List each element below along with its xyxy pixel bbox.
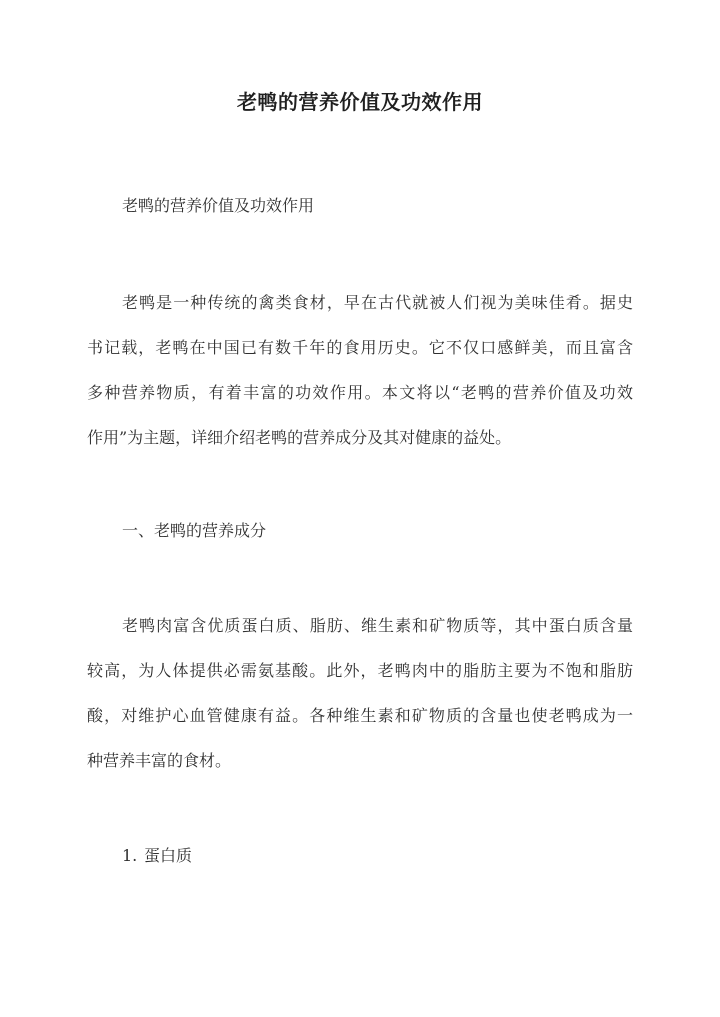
intro-line-4: 作用”为主题，详细介绍老鸭的营养成分及其对健康的益处。: [87, 428, 512, 447]
section-line-2: 较高，为人体提供必需氨基酸。此外，老鸭肉中的脂肪主要为不饱和脂肪: [87, 661, 633, 680]
section-heading: 一、老鸭的营养成分: [122, 521, 267, 540]
document-title: 老鸭的营养价值及功效作用: [237, 90, 483, 114]
intro-line-2: 书记载，老鸭在中国已有数千年的食用历史。它不仅口感鲜美，而且富含: [87, 338, 633, 357]
section-line-1: 老鸭肉富含优质蛋白质、脂肪、维生素和矿物质等，其中蛋白质含量: [122, 616, 633, 635]
subsection-heading: [122, 846, 668, 866]
subsection-number: 1.: [122, 846, 138, 865]
section-line-4: 种营养丰富的食材。: [87, 751, 232, 770]
section-line-3: 酸，对维护心血管健康有益。各种维生素和矿物质的含量也使老鸭成为一: [87, 706, 633, 725]
intro-line-3: 多种营养物质，有着丰富的功效作用。本文将以“老鸭的营养价值及功效: [87, 383, 633, 402]
document-subtitle: 老鸭的营养价值及功效作用: [122, 196, 315, 215]
intro-line-1: 老鸭是一种传统的禽类食材，早在古代就被人们视为美味佳肴。据史: [122, 293, 633, 312]
subsection-label: 蛋白质: [144, 846, 193, 865]
